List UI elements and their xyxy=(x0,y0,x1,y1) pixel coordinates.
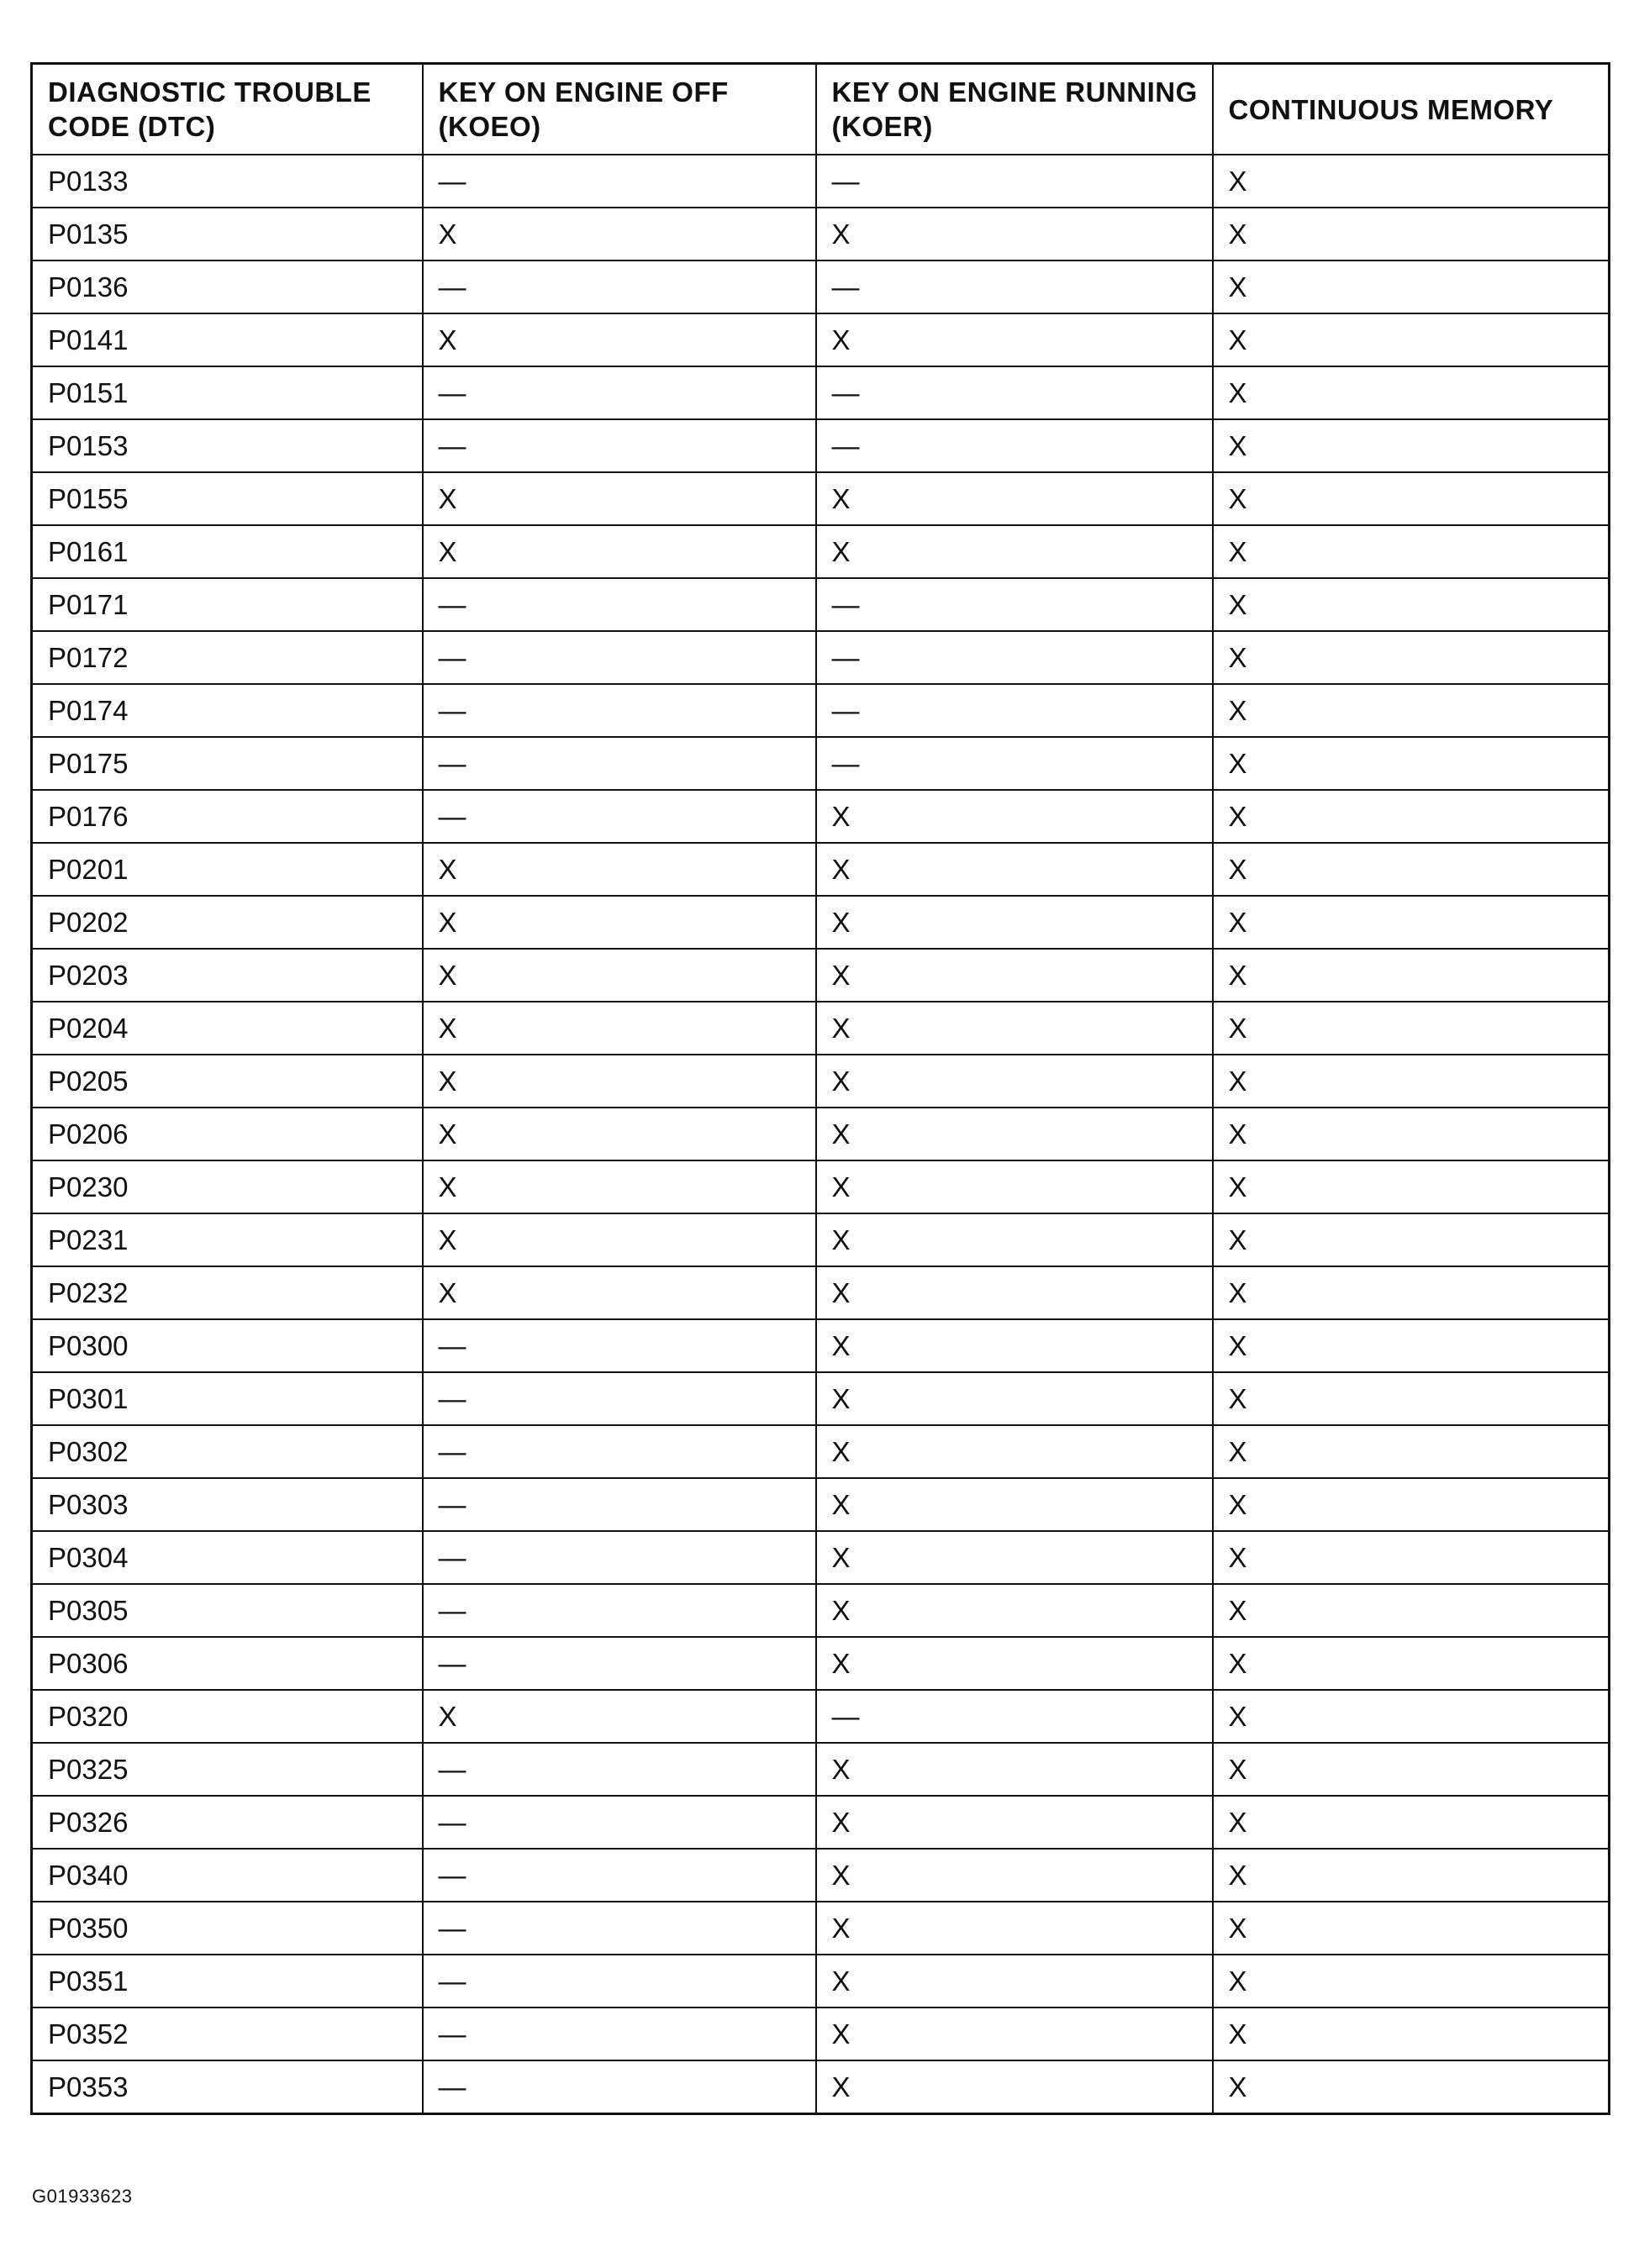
continuous-memory-cell: X xyxy=(1213,1637,1610,1690)
continuous-memory-cell: X xyxy=(1213,1743,1610,1796)
koeo-cell: X xyxy=(423,313,816,366)
koeo-cell: — xyxy=(423,1425,816,1478)
koer-cell: — xyxy=(816,1690,1213,1743)
table-row xyxy=(32,313,1610,366)
koeo-cell: — xyxy=(423,1319,816,1372)
koeo-cell: — xyxy=(423,1743,816,1796)
table-row xyxy=(32,1372,1610,1425)
koeo-cell: X xyxy=(423,525,816,578)
dtc-code-cell: P0302 xyxy=(32,1425,423,1478)
koer-cell: X xyxy=(816,1372,1213,1425)
koer-cell: X xyxy=(816,790,1213,843)
continuous-memory-cell: X xyxy=(1213,1319,1610,1372)
continuous-memory-cell: X xyxy=(1213,1478,1610,1531)
dtc-code-cell: P0306 xyxy=(32,1637,423,1690)
dtc-code-cell: P0351 xyxy=(32,1955,423,2008)
table-row xyxy=(32,949,1610,1002)
continuous-memory-cell: X xyxy=(1213,949,1610,1002)
continuous-memory-cell: X xyxy=(1213,578,1610,631)
dtc-code-cell: P0174 xyxy=(32,684,423,737)
koeo-cell: — xyxy=(423,1849,816,1902)
koer-cell: X xyxy=(816,1955,1213,2008)
header-koer: KEY ON ENGINE RUNNING (KOER) xyxy=(816,64,1213,155)
koer-cell: — xyxy=(816,260,1213,313)
koer-cell: X xyxy=(816,1531,1213,1584)
koer-cell: X xyxy=(816,1055,1213,1108)
koer-cell: X xyxy=(816,1478,1213,1531)
continuous-memory-cell: X xyxy=(1213,896,1610,949)
continuous-memory-cell: X xyxy=(1213,1108,1610,1160)
table-row xyxy=(32,684,1610,737)
koer-cell: X xyxy=(816,843,1213,896)
table-row xyxy=(32,1319,1610,1372)
dtc-code-cell: P0353 xyxy=(32,2060,423,2114)
dtc-code-cell: P0175 xyxy=(32,737,423,790)
dtc-code-cell: P0350 xyxy=(32,1902,423,1955)
continuous-memory-cell: X xyxy=(1213,1160,1610,1213)
dtc-code-cell: P0171 xyxy=(32,578,423,631)
koer-cell: X xyxy=(816,472,1213,525)
continuous-memory-cell: X xyxy=(1213,1213,1610,1266)
koeo-cell: X xyxy=(423,1690,816,1743)
continuous-memory-cell: X xyxy=(1213,631,1610,684)
koer-cell: X xyxy=(816,1160,1213,1213)
continuous-memory-cell: X xyxy=(1213,366,1610,419)
dtc-code-cell: P0304 xyxy=(32,1531,423,1584)
continuous-memory-cell: X xyxy=(1213,684,1610,737)
koeo-cell: X xyxy=(423,1266,816,1319)
dtc-code-cell: P0303 xyxy=(32,1478,423,1531)
table-row xyxy=(32,366,1610,419)
dtc-code-cell: P0340 xyxy=(32,1849,423,1902)
dtc-code-cell: P0232 xyxy=(32,1266,423,1319)
table-row xyxy=(32,472,1610,525)
koeo-cell: — xyxy=(423,1902,816,1955)
koer-cell: X xyxy=(816,1584,1213,1637)
dtc-code-cell: P0201 xyxy=(32,843,423,896)
continuous-memory-cell: X xyxy=(1213,525,1610,578)
continuous-memory-cell: X xyxy=(1213,790,1610,843)
table-row xyxy=(32,2008,1610,2060)
koer-cell: X xyxy=(816,896,1213,949)
koeo-cell: — xyxy=(423,790,816,843)
dtc-code-cell: P0202 xyxy=(32,896,423,949)
continuous-memory-cell: X xyxy=(1213,155,1610,208)
table-row xyxy=(32,1849,1610,1902)
koer-cell: X xyxy=(816,1213,1213,1266)
continuous-memory-cell: X xyxy=(1213,843,1610,896)
koeo-cell: — xyxy=(423,2060,816,2114)
koer-cell: X xyxy=(816,208,1213,260)
koer-cell: X xyxy=(816,1849,1213,1902)
continuous-memory-cell: X xyxy=(1213,1955,1610,2008)
continuous-memory-cell: X xyxy=(1213,2008,1610,2060)
koeo-cell: X xyxy=(423,1213,816,1266)
header-row xyxy=(32,64,1610,155)
koeo-cell: — xyxy=(423,366,816,419)
dtc-table xyxy=(30,62,1610,2115)
dtc-code-cell: P0204 xyxy=(32,1002,423,1055)
table-header xyxy=(32,64,1610,155)
koeo-cell: — xyxy=(423,684,816,737)
table-row xyxy=(32,843,1610,896)
koer-cell: X xyxy=(816,525,1213,578)
table-row xyxy=(32,737,1610,790)
koer-cell: X xyxy=(816,1002,1213,1055)
dtc-code-cell: P0155 xyxy=(32,472,423,525)
dtc-code-cell: P0203 xyxy=(32,949,423,1002)
continuous-memory-cell: X xyxy=(1213,313,1610,366)
table-row xyxy=(32,1531,1610,1584)
dtc-code-cell: P0230 xyxy=(32,1160,423,1213)
dtc-code-cell: P0326 xyxy=(32,1796,423,1849)
koeo-cell: — xyxy=(423,1584,816,1637)
koer-cell: X xyxy=(816,1902,1213,1955)
koer-cell: X xyxy=(816,313,1213,366)
continuous-memory-cell: X xyxy=(1213,1372,1610,1425)
table-row xyxy=(32,155,1610,208)
dtc-code-cell: P0135 xyxy=(32,208,423,260)
dtc-code-cell: P0133 xyxy=(32,155,423,208)
dtc-code-cell: P0206 xyxy=(32,1108,423,1160)
dtc-code-cell: P0172 xyxy=(32,631,423,684)
continuous-memory-cell: X xyxy=(1213,1902,1610,1955)
dtc-code-cell: P0231 xyxy=(32,1213,423,1266)
continuous-memory-cell: X xyxy=(1213,1266,1610,1319)
table-row xyxy=(32,1637,1610,1690)
table-row xyxy=(32,1266,1610,1319)
koer-cell: X xyxy=(816,1266,1213,1319)
koer-cell: X xyxy=(816,1108,1213,1160)
dtc-code-cell: P0300 xyxy=(32,1319,423,1372)
continuous-memory-cell: X xyxy=(1213,1425,1610,1478)
continuous-memory-cell: X xyxy=(1213,208,1610,260)
table-row xyxy=(32,896,1610,949)
dtc-code-cell: P0161 xyxy=(32,525,423,578)
continuous-memory-cell: X xyxy=(1213,1002,1610,1055)
koer-cell: — xyxy=(816,737,1213,790)
table-row xyxy=(32,1478,1610,1531)
koer-cell: — xyxy=(816,419,1213,472)
koeo-cell: — xyxy=(423,1796,816,1849)
continuous-memory-cell: X xyxy=(1213,260,1610,313)
koeo-cell: — xyxy=(423,1531,816,1584)
koer-cell: X xyxy=(816,949,1213,1002)
koeo-cell: — xyxy=(423,419,816,472)
koeo-cell: — xyxy=(423,1637,816,1690)
dtc-code-cell: P0320 xyxy=(32,1690,423,1743)
koeo-cell: X xyxy=(423,843,816,896)
dtc-code-cell: P0153 xyxy=(32,419,423,472)
koeo-cell: X xyxy=(423,896,816,949)
table-row xyxy=(32,578,1610,631)
koer-cell: — xyxy=(816,684,1213,737)
dtc-code-cell: P0151 xyxy=(32,366,423,419)
table-row xyxy=(32,1002,1610,1055)
dtc-code-cell: P0305 xyxy=(32,1584,423,1637)
table-row xyxy=(32,1108,1610,1160)
koer-cell: — xyxy=(816,631,1213,684)
table-row xyxy=(32,1743,1610,1796)
koeo-cell: — xyxy=(423,578,816,631)
continuous-memory-cell: X xyxy=(1213,1690,1610,1743)
table-row xyxy=(32,1160,1610,1213)
koer-cell: — xyxy=(816,366,1213,419)
continuous-memory-cell: X xyxy=(1213,1531,1610,1584)
dtc-code-cell: P0352 xyxy=(32,2008,423,2060)
koeo-cell: — xyxy=(423,260,816,313)
header-dtc: DIAGNOSTIC TROUBLE CODE (DTC) xyxy=(32,64,423,155)
dtc-code-cell: P0176 xyxy=(32,790,423,843)
table-body xyxy=(32,155,1610,2114)
table-row xyxy=(32,1425,1610,1478)
koeo-cell: — xyxy=(423,631,816,684)
koeo-cell: — xyxy=(423,1955,816,2008)
dtc-code-cell: P0205 xyxy=(32,1055,423,1108)
table-row xyxy=(32,1902,1610,1955)
koeo-cell: X xyxy=(423,949,816,1002)
koer-cell: X xyxy=(816,2060,1213,2114)
table-row xyxy=(32,525,1610,578)
header-continuous-memory: CONTINUOUS MEMORY xyxy=(1213,64,1610,155)
koer-cell: — xyxy=(816,578,1213,631)
table-row xyxy=(32,1055,1610,1108)
koer-cell: X xyxy=(816,1796,1213,1849)
koer-cell: — xyxy=(816,155,1213,208)
table-row xyxy=(32,419,1610,472)
koeo-cell: X xyxy=(423,1160,816,1213)
dtc-code-cell: P0141 xyxy=(32,313,423,366)
table-row xyxy=(32,631,1610,684)
koeo-cell: — xyxy=(423,737,816,790)
continuous-memory-cell: X xyxy=(1213,472,1610,525)
dtc-code-cell: P0301 xyxy=(32,1372,423,1425)
table-row xyxy=(32,1213,1610,1266)
koer-cell: X xyxy=(816,1319,1213,1372)
table-row xyxy=(32,1796,1610,1849)
continuous-memory-cell: X xyxy=(1213,1796,1610,1849)
koer-cell: X xyxy=(816,1743,1213,1796)
continuous-memory-cell: X xyxy=(1213,1584,1610,1637)
table-row xyxy=(32,2060,1610,2114)
koeo-cell: — xyxy=(423,2008,816,2060)
koeo-cell: X xyxy=(423,472,816,525)
table-row xyxy=(32,260,1610,313)
continuous-memory-cell: X xyxy=(1213,2060,1610,2114)
koer-cell: X xyxy=(816,1425,1213,1478)
table-row xyxy=(32,1584,1610,1637)
koeo-cell: X xyxy=(423,1108,816,1160)
koeo-cell: — xyxy=(423,1478,816,1531)
table-row xyxy=(32,790,1610,843)
continuous-memory-cell: X xyxy=(1213,419,1610,472)
table-row xyxy=(32,1955,1610,2008)
dtc-code-cell: P0325 xyxy=(32,1743,423,1796)
figure-id: G01933623 xyxy=(32,2186,133,2207)
continuous-memory-cell: X xyxy=(1213,1055,1610,1108)
koeo-cell: X xyxy=(423,208,816,260)
koeo-cell: — xyxy=(423,155,816,208)
dtc-code-cell: P0136 xyxy=(32,260,423,313)
continuous-memory-cell: X xyxy=(1213,737,1610,790)
koeo-cell: X xyxy=(423,1002,816,1055)
table-row xyxy=(32,208,1610,260)
table-row xyxy=(32,1690,1610,1743)
koer-cell: X xyxy=(816,1637,1213,1690)
koeo-cell: — xyxy=(423,1372,816,1425)
continuous-memory-cell: X xyxy=(1213,1849,1610,1902)
header-koeo: KEY ON ENGINE OFF (KOEO) xyxy=(423,64,816,155)
koeo-cell: X xyxy=(423,1055,816,1108)
koer-cell: X xyxy=(816,2008,1213,2060)
